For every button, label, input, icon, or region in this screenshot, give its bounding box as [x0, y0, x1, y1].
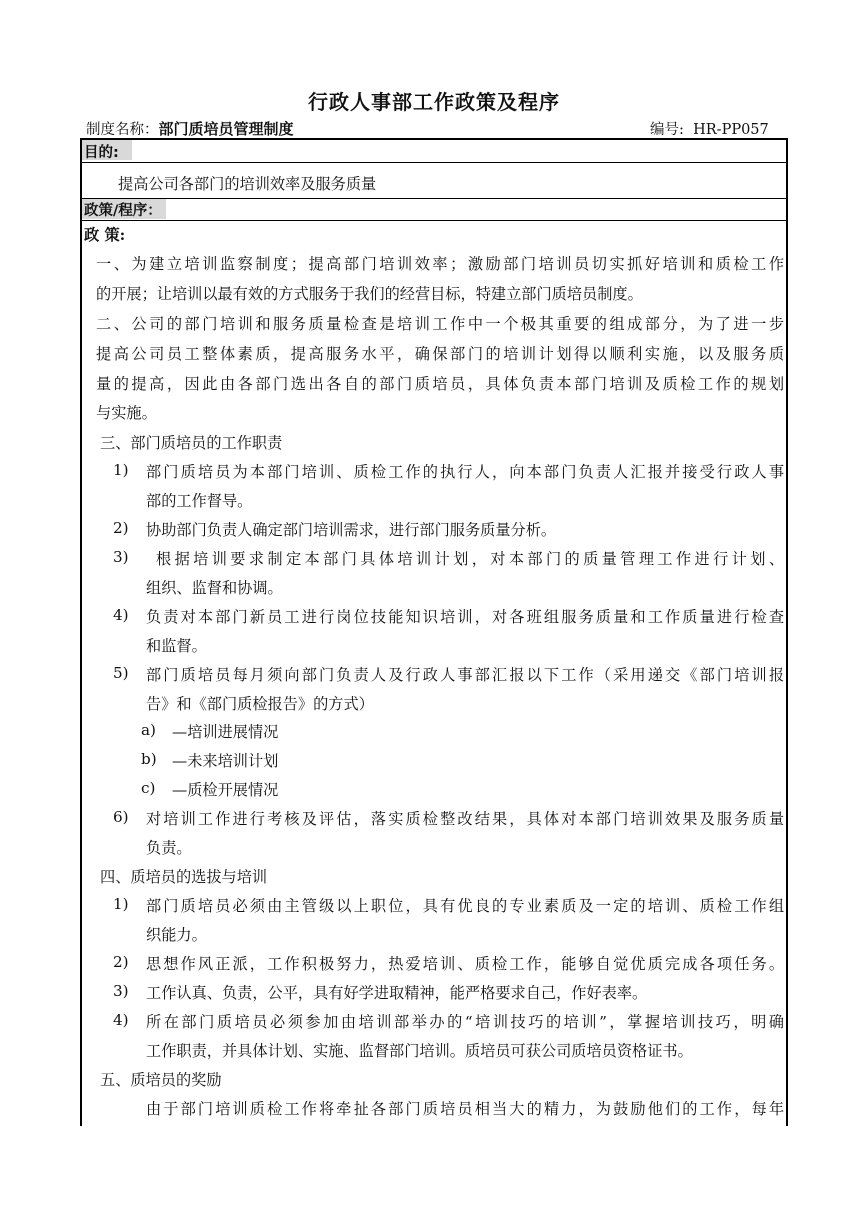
list-item-line: 协助部门负责人确定部门培训需求，进行部门服务质量分析。 [146, 521, 557, 539]
list-item-line: 工作职责，并具体计划、实施、监督部门培训。质培员可获公司质培员资格证书。 [146, 1042, 693, 1060]
list-item-line: 告》和《部门质检报告》的方式） [146, 695, 374, 713]
list-number: 4) [113, 606, 129, 624]
code-label: 编号: [650, 122, 684, 138]
divider [80, 198, 788, 199]
list-number: 3) [113, 982, 129, 1000]
list-item-line: 织能力。 [146, 926, 207, 944]
list-number: 4) [113, 1011, 129, 1029]
divider [80, 220, 788, 221]
divider [80, 162, 788, 163]
list-number: 6) [113, 808, 129, 826]
list-item-line: 部门质培员必须由主管级以上职位，具有优良的专业素质及一定的培训、质检工作组 [146, 897, 784, 915]
list-item-line: 部门质培员每月须向部门负责人及行政人事部汇报以下工作（采用递交《部门培训报 [146, 666, 784, 684]
sub-list-item: —质检开展情况 [172, 781, 279, 799]
list-number: 1) [113, 461, 129, 479]
paragraph-line: 由于部门培训质检工作将牵扯各部门质培员相当大的精力，为鼓励他们的工作，每年 [146, 1100, 784, 1118]
section-title: 三、部门质培员的工作职责 [100, 434, 283, 452]
sub-list-item: —未来培训计划 [172, 752, 279, 770]
list-item-line: 负责对本部门新员工进行岗位技能知识培训，对各班组服务质量和工作质量进行检查 [146, 608, 784, 626]
section-title: 五、质培员的奖励 [100, 1071, 222, 1089]
sub-list-letter: a) [141, 721, 156, 739]
list-number: 3) [113, 548, 129, 566]
list-item-line: 负责。 [146, 839, 192, 857]
purpose-text: 提高公司各部门的培训效率及服务质量 [118, 175, 377, 193]
code-value: HR-PP057 [693, 122, 769, 138]
paragraph-line: 二、公司的部门培训和服务质量检查是培训工作中一个极其重要的组成部分，为了进一步 [96, 315, 784, 333]
paragraph-line: 量的提高，因此由各部门选出各自的部门质培员，具体负责本部门培训及质检工作的规划 [96, 375, 784, 393]
paragraph-line: 的开展；让培训以最有效的方式服务于我们的经营目标，特建立部门质培员制度。 [96, 285, 643, 303]
list-number: 2) [113, 953, 129, 971]
policy-name-label: 制度名称： [86, 122, 159, 138]
list-item-line: 和监督。 [146, 637, 207, 655]
policy-heading: 政 策: [84, 226, 126, 244]
document-title: 行政人事部工作政策及程序 [308, 90, 560, 114]
policy-label: 政策/程序： [84, 203, 162, 219]
list-item-line: 思想作风正派，工作积极努力，热爱培训、质检工作，能够自觉优质完成各项任务。 [146, 955, 784, 973]
paragraph-line: 一、为建立培训监察制度；提高部门培训效率；激励部门培训员切实抓好培训和质检工作 [96, 255, 784, 273]
sub-list-item: —培训进展情况 [172, 723, 279, 741]
list-item-line: 部门质培员为本部门培训、质检工作的执行人，向本部门负责人汇报并接受行政人事 [146, 463, 784, 481]
purpose-label: 目的: [84, 145, 119, 161]
list-item-line: 所在部门质培员必须参加由培训部举办的“培训技巧的培训”，掌握培训技巧，明确 [146, 1013, 784, 1031]
list-number: 1) [113, 895, 129, 913]
paragraph-line: 提高公司员工整体素质，提高服务水平，确保部门的培训计划得以顺利实施，以及服务质 [96, 345, 784, 363]
policy-name-row [86, 118, 294, 139]
policy-name-value: 部门质培员管理制度 [158, 120, 294, 138]
code-row [650, 118, 769, 139]
list-item-line: 组织、监督和协调。 [146, 579, 283, 597]
paragraph-line: 与实施。 [96, 404, 157, 422]
list-item-line: 根据培训要求制定本部门具体培训计划，对本部门的质量管理工作进行计划、 [156, 550, 784, 568]
list-item-line: 对培训工作进行考核及评估，落实质检整改结果，具体对本部门培训效果及服务质量 [146, 810, 784, 828]
list-item-line: 部的工作督导。 [146, 492, 253, 510]
section-title: 四、质培员的选拔与培训 [100, 868, 268, 886]
sub-list-letter: c) [141, 779, 156, 797]
list-item-line: 工作认真、负责，公平，具有好学进取精神，能严格要求自己，作好表率。 [146, 984, 648, 1002]
list-number: 2) [113, 519, 129, 537]
sub-list-letter: b) [141, 750, 157, 768]
list-number: 5) [113, 664, 129, 682]
